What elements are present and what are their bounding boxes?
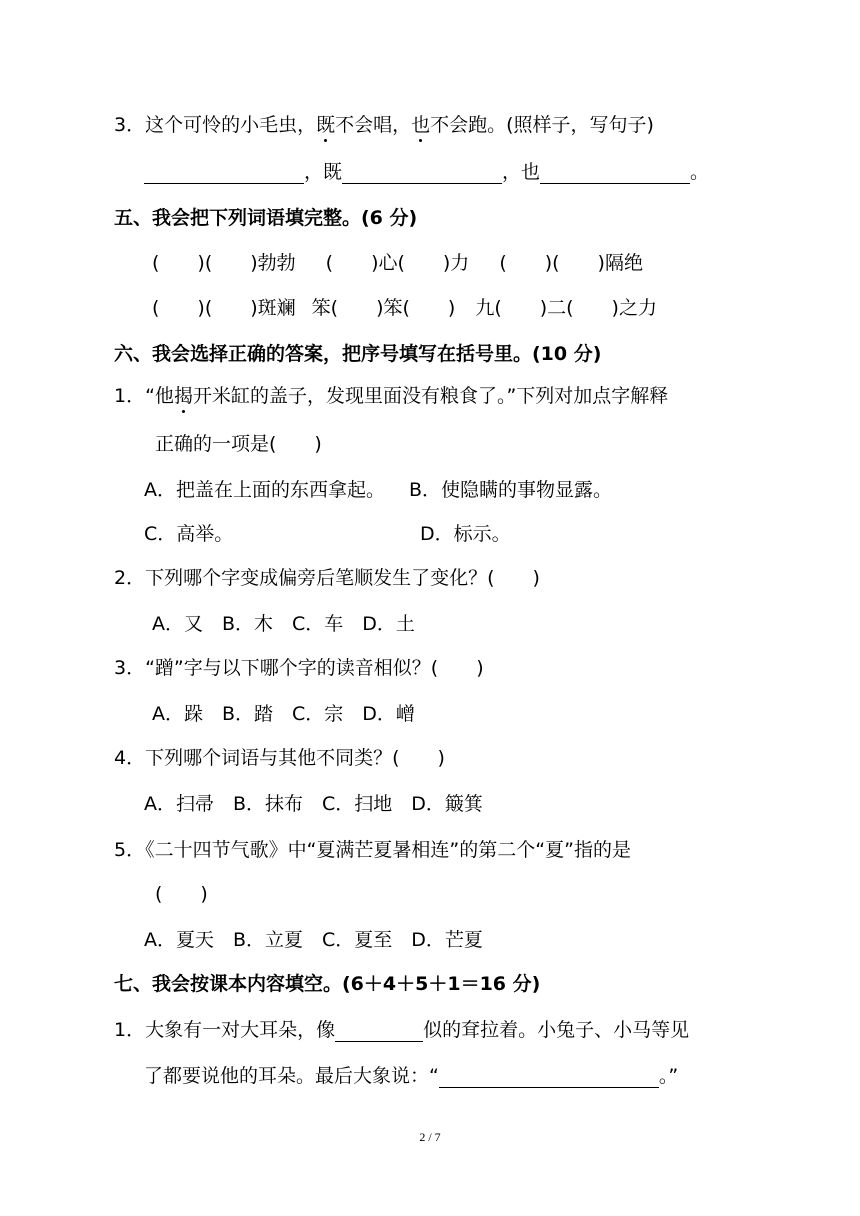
s6-q5-options[interactable]: A．夏天 B．立夏 C．夏至 D．芒夏 (144, 929, 483, 951)
s6-q4-options[interactable]: A．扫帚 B．抹布 C．扫地 D．簸箕 (144, 793, 483, 815)
s6-q2-options[interactable]: A．又 B．木 C．车 D．土 (152, 613, 415, 635)
s6-q5-stem: 5．《二十四节气歌》中“夏满芒夏暑相连”的第二个“夏”指的是 (114, 839, 631, 861)
s6-q1-option-d[interactable]: D．标示。 (420, 523, 511, 545)
s6-q1-pre: 1．“他 (114, 385, 174, 407)
q3-stem (114, 113, 654, 137)
s6-q2-stem: 2．下列哪个字变成偏旁后笔顺发生了变化？( ) (114, 567, 540, 589)
s6-q4-stem: 4．下列哪个词语与其他不同类？( ) (114, 747, 445, 769)
idiom-fill-6[interactable]: 九( )二( )之力 (475, 297, 657, 319)
idiom-fill-5[interactable]: 笨( )笨( ) (311, 297, 456, 319)
q3-stem-mid2: 不会跑。(照样子，写句子) (430, 114, 654, 136)
s6-q1-option-c[interactable]: C．高举。 (144, 523, 234, 545)
s7-q1-part-b: 似的耷拉着。小兔子、小马等见 (423, 1019, 690, 1041)
page-number: 2 / 7 (419, 1130, 441, 1144)
q3-fill-ji: ，既 (304, 161, 343, 183)
q3-fill-end: 。 (690, 161, 710, 183)
s6-q1-options-ab (144, 478, 612, 502)
answer-blank[interactable] (144, 163, 304, 184)
idiom-fill-1[interactable]: ( )( )勃勃 (152, 252, 296, 274)
s6-q3-stem: 3．“蹭”字与以下哪个字的读音相似？( ) (114, 657, 484, 679)
q3-fill-line (144, 160, 709, 184)
s7-q1-part-c: 了都要说他的耳朵。最后大象说：“ (144, 1065, 439, 1087)
s7-q1-part-a: 1．大象有一对大耳朵，像 (114, 1019, 336, 1041)
option-a[interactable]: A．把盖在上面的东西拿起。 (144, 479, 385, 501)
q3-stem-prefix: 3．这个可怜的小毛虫， (114, 114, 317, 136)
s6-q5-answer-paren[interactable]: ( ) (155, 883, 208, 905)
section-5-row-2 (152, 296, 657, 320)
s7-q1-line1 (114, 1018, 689, 1042)
q3-stem-mid1: 不会唱， (335, 114, 412, 136)
s7-q1-part-d: 。” (658, 1065, 679, 1087)
s7-q1-line2 (144, 1064, 678, 1088)
answer-blank[interactable] (335, 1021, 423, 1042)
answer-blank[interactable] (342, 163, 502, 184)
idiom-fill-3[interactable]: ( )( )隔绝 (499, 252, 643, 274)
s6-q1-stem (114, 384, 668, 408)
option-b[interactable]: B．使隐瞒的事物显露。 (409, 479, 613, 501)
answer-blank[interactable] (540, 163, 690, 184)
section-6-title: 六、我会选择正确的答案，把序号填写在括号里。(10 分) (114, 343, 602, 365)
s6-q1-stem-line2: 正确的一项是( ) (155, 433, 322, 455)
idiom-fill-4[interactable]: ( )( )斑斓 (152, 297, 296, 319)
emphasis-char-ji: 既 (316, 114, 336, 136)
s6-q1-post: 开米缸的盖子，发现里面没有粮食了。”下列对加点字解释 (192, 385, 669, 407)
s6-q3-options[interactable]: A．跺 B．踏 C．宗 D．嶒 (152, 703, 415, 725)
section-5-row-1 (152, 251, 643, 275)
emphasis-char-ye: 也 (411, 114, 431, 136)
emphasis-char-jie: 揭 (173, 385, 193, 407)
idiom-fill-2[interactable]: ( )心( )力 (325, 252, 470, 274)
section-7-title: 七、我会按课本内容填空。(6＋4＋5＋1＝16 分) (114, 973, 541, 995)
q3-fill-ye: ，也 (502, 161, 541, 183)
section-5-title: 五、我会把下列词语填完整。(6 分) (114, 207, 418, 229)
answer-blank[interactable] (439, 1067, 659, 1088)
